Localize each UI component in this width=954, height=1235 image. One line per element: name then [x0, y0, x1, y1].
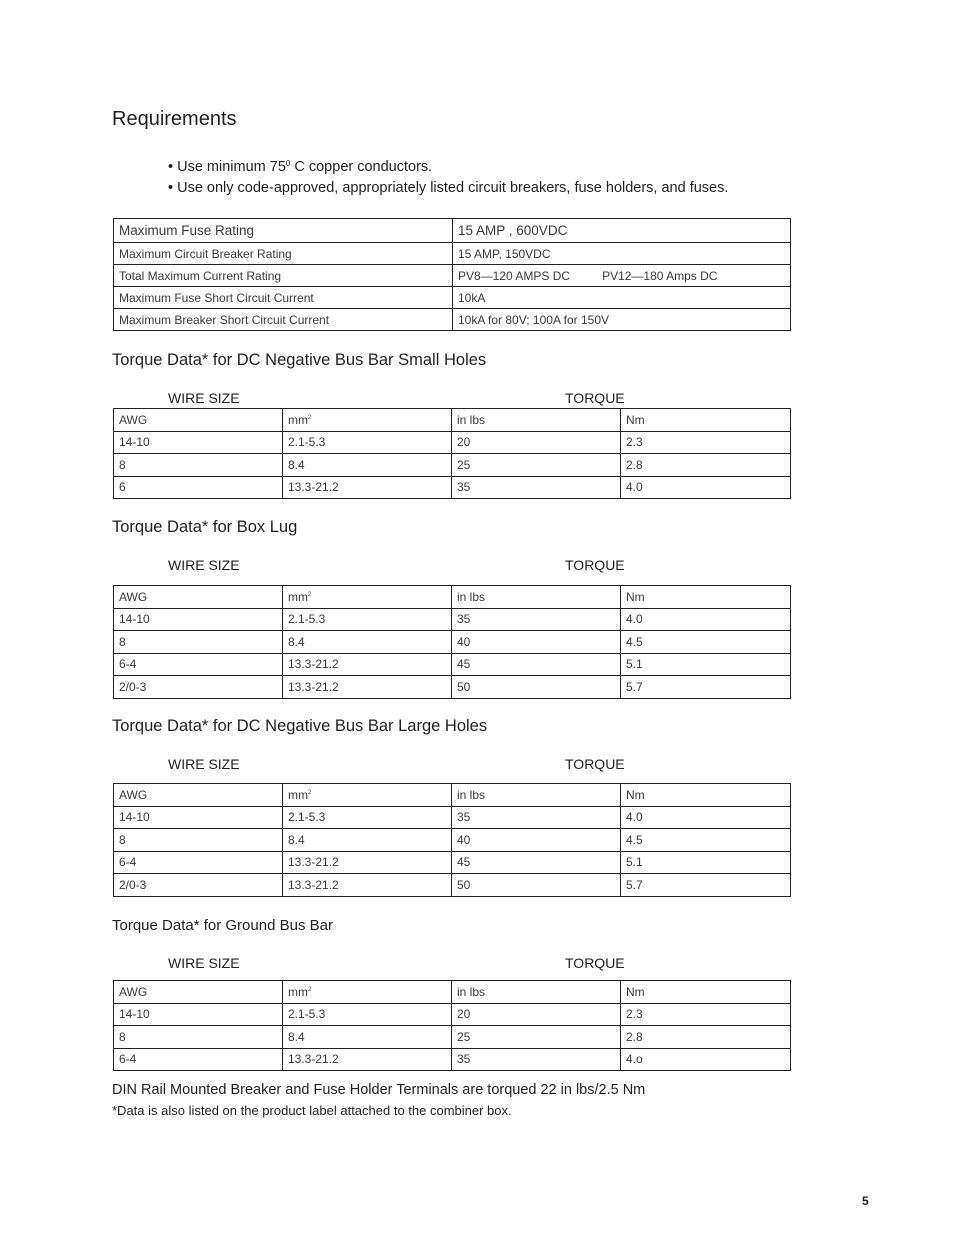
- table-row: [114, 874, 791, 897]
- table-cell: 45: [452, 851, 621, 874]
- table-cell: 5.1: [621, 653, 791, 676]
- table-row: [114, 829, 791, 852]
- table-cell: 35: [452, 1048, 621, 1071]
- table-cell: 4.5: [621, 829, 791, 852]
- wire-size-header: WIRE SIZE: [168, 390, 240, 406]
- table-cell: 5.1: [621, 851, 791, 874]
- table-cell: 2.1-5.3: [283, 1003, 452, 1026]
- table-cell: 4.0: [621, 806, 791, 829]
- bullet-item: • Use only code-approved, appropriately listed circuit breakers, fuse holders, and fuses.: [168, 180, 729, 196]
- table-row: [114, 676, 791, 699]
- table-cell: 25: [452, 454, 621, 477]
- table-cell: 40: [452, 829, 621, 852]
- torque-header: TORQUE: [565, 955, 625, 971]
- table-cell: 35: [452, 476, 621, 499]
- requirements-bullet-list: [168, 153, 728, 199]
- table-cell: 2.8: [621, 1026, 791, 1049]
- table-row: [114, 1003, 791, 1026]
- wire-size-header: WIRE SIZE: [168, 557, 240, 573]
- column-header: Nm: [621, 586, 791, 609]
- table-cell: 2.1-5.3: [283, 806, 452, 829]
- table-cell: 15 AMP, 150VDC: [453, 243, 791, 265]
- section-title: Torque Data* for Box Lug: [112, 518, 298, 536]
- page-title: Requirements: [112, 108, 237, 130]
- table-row: [114, 631, 791, 654]
- wire-size-header: WIRE SIZE: [168, 955, 240, 971]
- table-row: [114, 243, 791, 265]
- table-cell: 13.3-21.2: [283, 851, 452, 874]
- column-header: AWG: [114, 784, 283, 807]
- table-row: [114, 1026, 791, 1049]
- table-row: [114, 265, 791, 287]
- column-header: AWG: [114, 586, 283, 609]
- table-cell: 2.8: [621, 454, 791, 477]
- table-cell: 8.4: [283, 1026, 452, 1049]
- table-header-row: [114, 409, 791, 432]
- table-cell: 6: [114, 476, 283, 499]
- table-cell: 14-10: [114, 608, 283, 631]
- table-cell: Maximum Breaker Short Circuit Current: [114, 309, 453, 331]
- table-cell: 45: [452, 653, 621, 676]
- column-header: in lbs: [452, 409, 621, 432]
- table-cell: PV8—120 AMPS DC PV12—180 Amps DC: [453, 265, 791, 287]
- table-cell: 2.1-5.3: [283, 608, 452, 631]
- table-cell: 6-4: [114, 851, 283, 874]
- table-cell: 13.3-21.2: [283, 476, 452, 499]
- table-cell: 2.3: [621, 1003, 791, 1026]
- table-cell: 4.0: [621, 608, 791, 631]
- page-number: 5: [862, 1194, 869, 1208]
- table-cell: 8: [114, 829, 283, 852]
- table-row: [114, 219, 791, 243]
- table-cell: Maximum Fuse Rating: [114, 219, 453, 243]
- table-cell: 8.4: [283, 454, 452, 477]
- column-header: $mm^2$: [283, 586, 452, 609]
- table-cell: 4.0: [621, 476, 791, 499]
- torque-table-ground-bus-bar: [113, 980, 791, 1071]
- table-row: [114, 851, 791, 874]
- table-cell: 8.4: [283, 631, 452, 654]
- table-cell: 8: [114, 454, 283, 477]
- table-row: [114, 653, 791, 676]
- table-row: [114, 608, 791, 631]
- table-cell: 25: [452, 1026, 621, 1049]
- table-cell: 2/0-3: [114, 676, 283, 699]
- din-rail-torque-note: DIN Rail Mounted Breaker and Fuse Holder Terminals are torqued 22 in lbs/2.5 Nm: [112, 1082, 646, 1098]
- table-cell: 8.4: [283, 829, 452, 852]
- table-cell: 6-4: [114, 653, 283, 676]
- torque-table-large-holes: [113, 783, 791, 897]
- column-header: Nm: [621, 981, 791, 1004]
- table-cell: 13.3-21.2: [283, 1048, 452, 1071]
- table-cell: Maximum Fuse Short Circuit Current: [114, 287, 453, 309]
- section-title: Torque Data* for Ground Bus Bar: [112, 917, 333, 934]
- table-cell: 6-4: [114, 1048, 283, 1071]
- column-header: AWG: [114, 981, 283, 1004]
- table-row: [114, 431, 791, 454]
- column-header: Nm: [621, 409, 791, 432]
- table-row: [114, 476, 791, 499]
- section-title: Torque Data* for DC Negative Bus Bar Large Holes: [112, 717, 488, 735]
- table-cell: 35: [452, 806, 621, 829]
- table-cell: 20: [452, 1003, 621, 1026]
- column-header: Nm: [621, 784, 791, 807]
- table-cell: 14-10: [114, 431, 283, 454]
- table-cell: 13.3-21.2: [283, 653, 452, 676]
- table-cell: 10kA for 80V; 100A for 150V: [453, 309, 791, 331]
- torque-header: TORQUE: [565, 390, 625, 406]
- table-row: [114, 806, 791, 829]
- bullet-item: • Use minimum $75^0$ C copper conductors.: [168, 159, 433, 175]
- table-cell: 4.o: [621, 1048, 791, 1071]
- torque-header: TORQUE: [565, 557, 625, 573]
- table-cell: Maximum Circuit Breaker Rating: [114, 243, 453, 265]
- column-header: AWG: [114, 409, 283, 432]
- table-cell: 15 AMP , 600VDC: [453, 219, 791, 243]
- torque-header: TORQUE: [565, 756, 625, 772]
- table-cell: 8: [114, 631, 283, 654]
- column-header: $mm^2$: [283, 409, 452, 432]
- table-cell: 2.1-5.3: [283, 431, 452, 454]
- table-cell: 40: [452, 631, 621, 654]
- wire-size-header: WIRE SIZE: [168, 756, 240, 772]
- column-header: in lbs: [452, 586, 621, 609]
- table-cell: 5.7: [621, 874, 791, 897]
- table-header-row: [114, 981, 791, 1004]
- column-header: in lbs: [452, 784, 621, 807]
- table-row: [114, 309, 791, 331]
- table-cell: 50: [452, 874, 621, 897]
- table-header-row: [114, 784, 791, 807]
- column-header: $mm^2$: [283, 784, 452, 807]
- table-row: [114, 287, 791, 309]
- torque-table-box-lug: [113, 585, 791, 699]
- column-header: $mm^2$: [283, 981, 452, 1004]
- table-cell: 2/0-3: [114, 874, 283, 897]
- table-cell: 5.7: [621, 676, 791, 699]
- table-cell: 20: [452, 431, 621, 454]
- table-cell: 13.3-21.2: [283, 874, 452, 897]
- table-cell: 10kA: [453, 287, 791, 309]
- footnote: *Data is also listed on the product label attached to the combiner box.: [112, 1103, 512, 1118]
- table-cell: 14-10: [114, 806, 283, 829]
- table-cell: 4.5: [621, 631, 791, 654]
- table-header-row: [114, 586, 791, 609]
- requirements-table: [113, 218, 791, 331]
- table-cell: 14-10: [114, 1003, 283, 1026]
- table-row: [114, 1048, 791, 1071]
- table-cell: 2.3: [621, 431, 791, 454]
- table-cell: 8: [114, 1026, 283, 1049]
- table-cell: 35: [452, 608, 621, 631]
- column-header: in lbs: [452, 981, 621, 1004]
- table-cell: Total Maximum Current Rating: [114, 265, 453, 287]
- torque-table-small-holes: [113, 408, 791, 499]
- table-row: [114, 454, 791, 477]
- table-cell: 13.3-21.2: [283, 676, 452, 699]
- table-cell: 50: [452, 676, 621, 699]
- section-title: Torque Data* for DC Negative Bus Bar Small Holes: [112, 351, 487, 369]
